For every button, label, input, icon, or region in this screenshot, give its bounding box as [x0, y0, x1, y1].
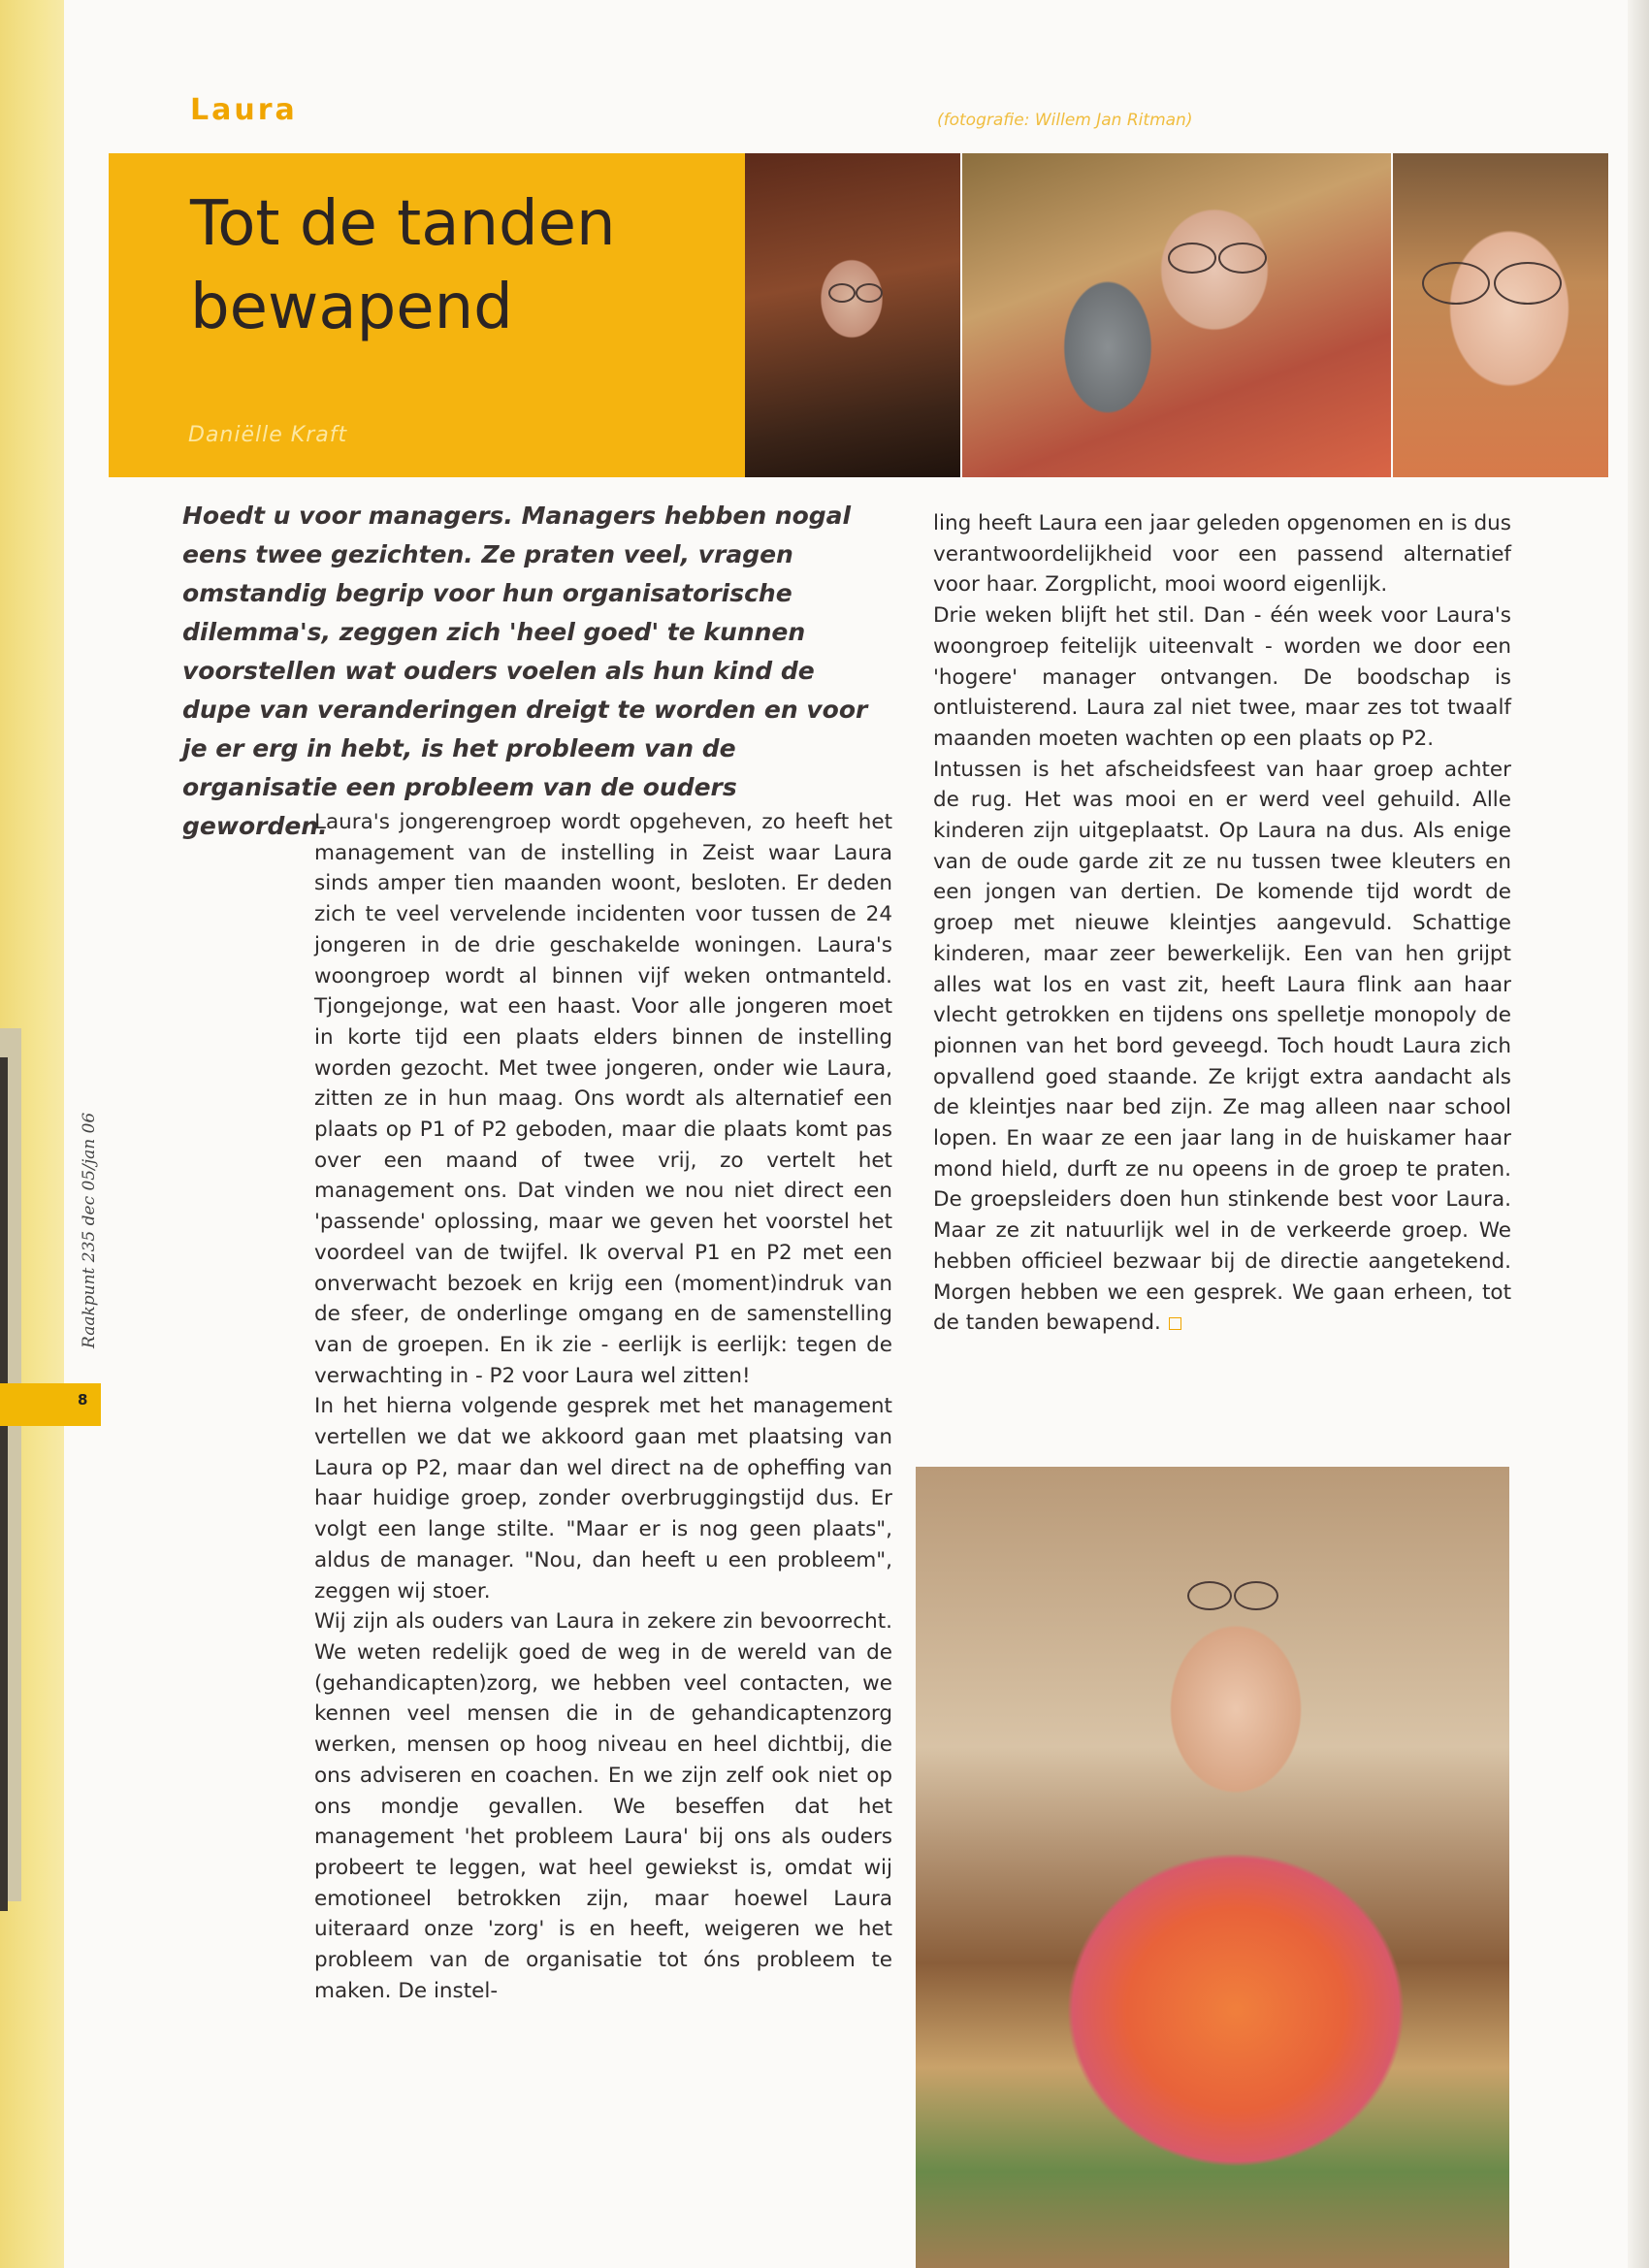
body-paragraph: [933, 755, 1511, 1339]
page-number: 8: [78, 1391, 88, 1409]
body-paragraph: Drie weken blijft het stil. Dan - één week voor Laura's woongroep feitelijk uiteenvalt - worden we door een 'hogere' manager ontvangen. De boodschap is ontluisterend. Laura zal niet twee, maar zes tot twaalf maanden moeten wachten op een plaats op P2.: [933, 603, 1511, 751]
body-paragraph: Wij zijn als ouders van Laura in zekere zin bevoorrecht. We weten redelijk goed de weg in de wereld van de (gehandicapten)zorg, we hebben veel contacten, we kennen veel mensen die in de gehandicaptenzorg werken, mensen op hoog niveau en heel dichtbij, die ons adviseren en coachen. En we zijn zelf ook niet op ons mondje gevallen. We beseffen dat het management 'het probleem Laura' bij ons als ouders probeert te leggen, wat heel gewiekst is, omdat wij emotioneel betrokken zijn, maar hoewel Laura uiteraard onze 'zorg' is en heeft, weigeren we het probleem van de organisatie tot óns probleem te maken. De instel-: [314, 1609, 892, 2003]
photo-laura-portrait-1: [745, 153, 960, 477]
end-of-article-mark: [1169, 1317, 1181, 1330]
section-label: Laura: [190, 93, 298, 127]
glasses-lens: [1234, 1581, 1278, 1610]
page-edge: [1628, 0, 1649, 2268]
author-byline: Daniëlle Kraft: [188, 423, 348, 447]
glasses-lens: [1187, 1581, 1232, 1610]
issue-note: Raakpunt 235 dec 05/jan 06: [80, 1112, 99, 1348]
glasses-lens: [1422, 262, 1490, 305]
glasses-lens: [856, 283, 883, 303]
body-paragraph-text: Intussen is het afscheidsfeest van haar groep achter de rug. Het was mooi en er werd veel gehuild. Alle kinderen zijn uitgeplaatst. Op Laura na dus. Als enige van de oude garde zit ze nu tussen twee kleuters en een jongen van dertien. De komende tijd wordt de groep met nieuwe kleintjes aangevuld. Schattige kinderen, maar zeer bewerkelijk. Een van hen grijpt alles wat los en vast zit, heeft Laura flink aan haar vlecht getrokken en tijdens ons spelletje monopoly de pionnen van het bord geveegd. Toch houdt Laura zich opvallend goed staande. Ze krijgt extra aandacht als de kleintjes naar bed zijn. Ze mag alleen naar school lopen. En waar ze een jaar lang in de huiskamer haar mond hield, durft ze nu opeens in de groep te praten. De groepsleiders doen hun stinkende best voor Laura. Maar ze zit natuurlijk wel in de verkeerde groep. We hebben officieel bezwaar bij de directie aangetekend. Morgen hebben we een gesprek. We gaan erheen, tot de tanden bewapend.: [933, 757, 1511, 1336]
photo-laura-playing-monopoly: [916, 1467, 1509, 2268]
photo-laura-with-game-console: [962, 153, 1391, 477]
binding-edge: [0, 1057, 8, 1911]
glasses-lens: [1218, 243, 1267, 274]
body-paragraph: ling heeft Laura een jaar geleden opgenomen en is dus verantwoordelijkheid voor een passend alternatief voor haar. Zorgplicht, mooi woord eigenlijk.: [933, 511, 1511, 598]
photo-credit: (fotografie: Willem Jan Ritman): [937, 111, 1193, 130]
glasses-lens: [828, 283, 856, 303]
article-title: Tot de tanden bewapend: [190, 188, 616, 343]
body-paragraph: In het hierna volgende gesprek met het management vertellen we dat we akkoord gaan met plaatsing van Laura op P2, maar dan wel direct na de opheffing van haar huidige groep, zonder overbruggingstijd dus. Er volgt een lange stilte. "Maar er is nog geen plaats", aldus de manager. "Nou, dan heeft u een probleem", zeggen wij stoer.: [314, 1394, 892, 1604]
article-column-1: [314, 807, 892, 2006]
lead-paragraph: Hoedt u voor managers. Managers hebben nogal eens twee gezichten. Ze praten veel, vragen omstandig begrip voor hun organisatorische dilemma's, zeggen zich 'heel goed' te kunnen voorstellen wat ouders voelen als hun kind de dupe van veranderingen dreigt te worden en voor je er erg in hebt, is het probleem van de organisatie een probleem van de ouders geworden.: [182, 502, 868, 840]
article-lead: [182, 497, 890, 846]
body-paragraph: Laura's jongerengroep wordt opgeheven, zo heeft het management van de instelling in Zeist waar Laura sinds amper tien maanden woont, besloten. Er deden zich te veel vervelende incidenten voor tussen de 24 jongeren in de drie geschakelde woningen. Laura's woongroep wordt al binnen vijf weken ontmanteld. Tjongejonge, wat een haast. Voor alle jongeren moet in korte tijd een plaats elders binnen de instelling worden gezocht. Met twee jongeren, onder wie Laura, zitten ze in hun maag. Ons wordt als alternatief een plaats op P1 of P2 geboden, maar die plaats komt pas over een maand of twee vrij, zo vertelt het management ons. Dat vinden we nou niet direct een 'passende' oplossing, maar we geven het voorstel het voordeel van de twijfel. Ik overval P1 en P2 met een onverwacht bezoek en krijg een (moment)indruk van de sfeer, de onderlinge omgang en de samenstelling van de groepen. En ik zie - eerlijk is eerlijk: tegen de verwachting in - P2 voor Laura wel zitten!: [314, 810, 892, 1388]
photo-laura-close-up: [1393, 153, 1608, 477]
article-column-2: [933, 508, 1511, 1339]
glasses-lens: [1494, 262, 1562, 305]
title-block: [109, 153, 745, 477]
margin-color-strip: [0, 0, 64, 2268]
glasses-lens: [1168, 243, 1216, 274]
